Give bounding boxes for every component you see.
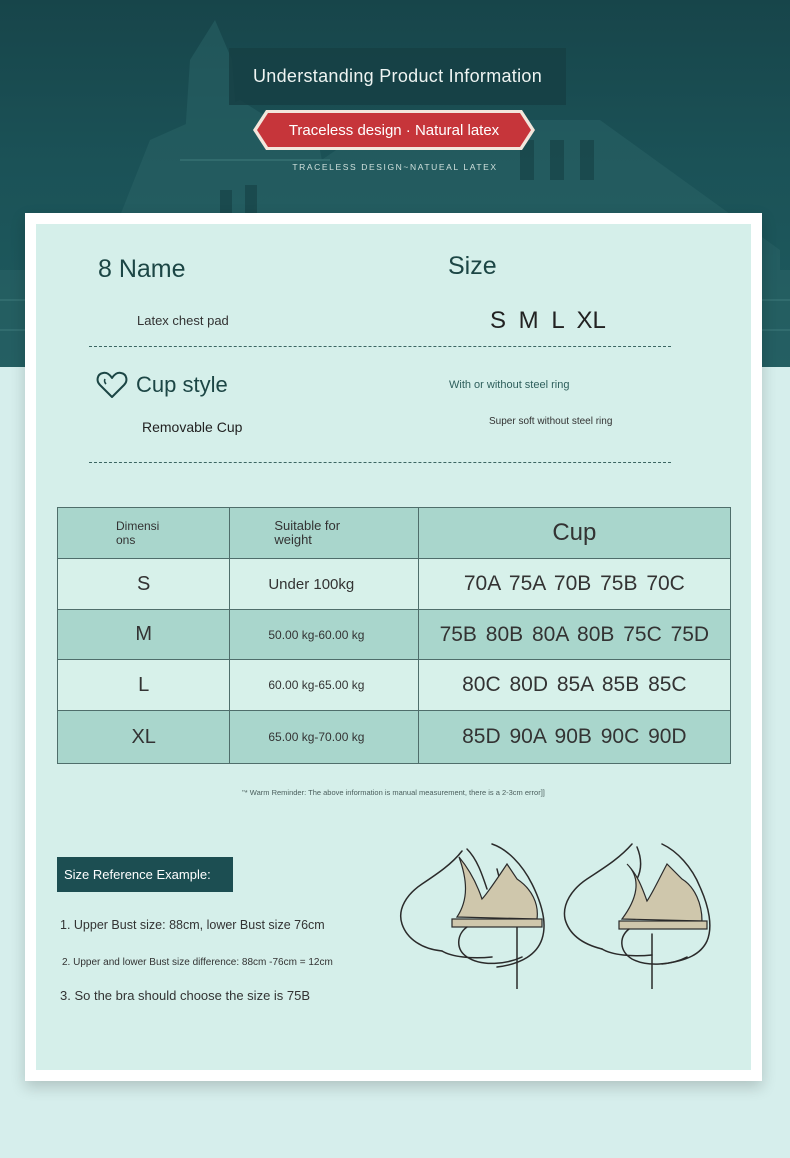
row-size: S	[58, 559, 230, 610]
banner-label: Traceless design · Natural latex	[288, 121, 500, 139]
row-cups: 85D 90A 90B 90C 90D	[418, 711, 730, 764]
row-cups: 75B 80B 80A 80B 75C 75D	[418, 610, 730, 660]
page-title: Understanding Product Information	[229, 48, 566, 105]
row-size: M	[58, 610, 230, 660]
divider	[89, 462, 671, 463]
size-chart-table	[57, 507, 731, 764]
row-cups: 70A 75A 70B 75B 70C	[418, 559, 730, 610]
table-row	[58, 610, 731, 660]
info-card-body	[36, 224, 751, 1070]
table-row	[58, 660, 731, 711]
warm-reminder: "* Warm Reminder: The above information is manual measurement, there is a 2-3cm error]]	[242, 788, 545, 797]
reference-step-3: 3. So the bra should choose the size is 75B	[60, 988, 311, 1003]
row-size: L	[58, 660, 230, 711]
row-size: XL	[58, 711, 230, 764]
row-cups: 80C 80D 85A 85B 85C	[418, 660, 730, 711]
measuring-illustration	[397, 839, 732, 989]
table-header-row	[58, 508, 731, 559]
row-weight: Under 100kg	[230, 559, 418, 610]
header-dimensions: Dimensi ons	[58, 508, 230, 559]
header-weight: Suitable for weight	[230, 508, 418, 559]
cup-style-value: Removable Cup	[142, 419, 243, 435]
soft-note: Super soft without steel ring	[489, 416, 613, 427]
row-weight: 65.00 kg-70.00 kg	[230, 711, 418, 764]
heart-icon	[96, 370, 128, 400]
table-row	[58, 559, 731, 610]
reference-step-1: 1. Upper Bust size: 88cm, lower Bust size 76cm	[60, 918, 325, 932]
reference-step-2: 2. Upper and lower Bust size difference: 88cm -76cm = 12cm	[62, 957, 333, 968]
size-value: S M L XL	[490, 307, 606, 334]
subtitle: TRACELESS DESIGN~NATUEAL LATEX	[292, 162, 498, 172]
row-weight: 60.00 kg-65.00 kg	[230, 660, 418, 711]
name-value: Latex chest pad	[137, 313, 229, 328]
size-heading: Size	[448, 252, 497, 280]
steel-ring-note: With or without steel ring	[449, 379, 570, 391]
header-cup: Cup	[418, 508, 730, 559]
size-reference-title: Size Reference Example:	[57, 857, 233, 892]
divider	[89, 346, 671, 347]
info-card	[25, 213, 762, 1081]
row-weight: 50.00 kg-60.00 kg	[230, 610, 418, 660]
cup-style-heading: Cup style	[136, 372, 228, 397]
name-heading: 8 Name	[98, 255, 186, 283]
table-row	[58, 711, 731, 764]
banner-badge	[252, 109, 536, 151]
